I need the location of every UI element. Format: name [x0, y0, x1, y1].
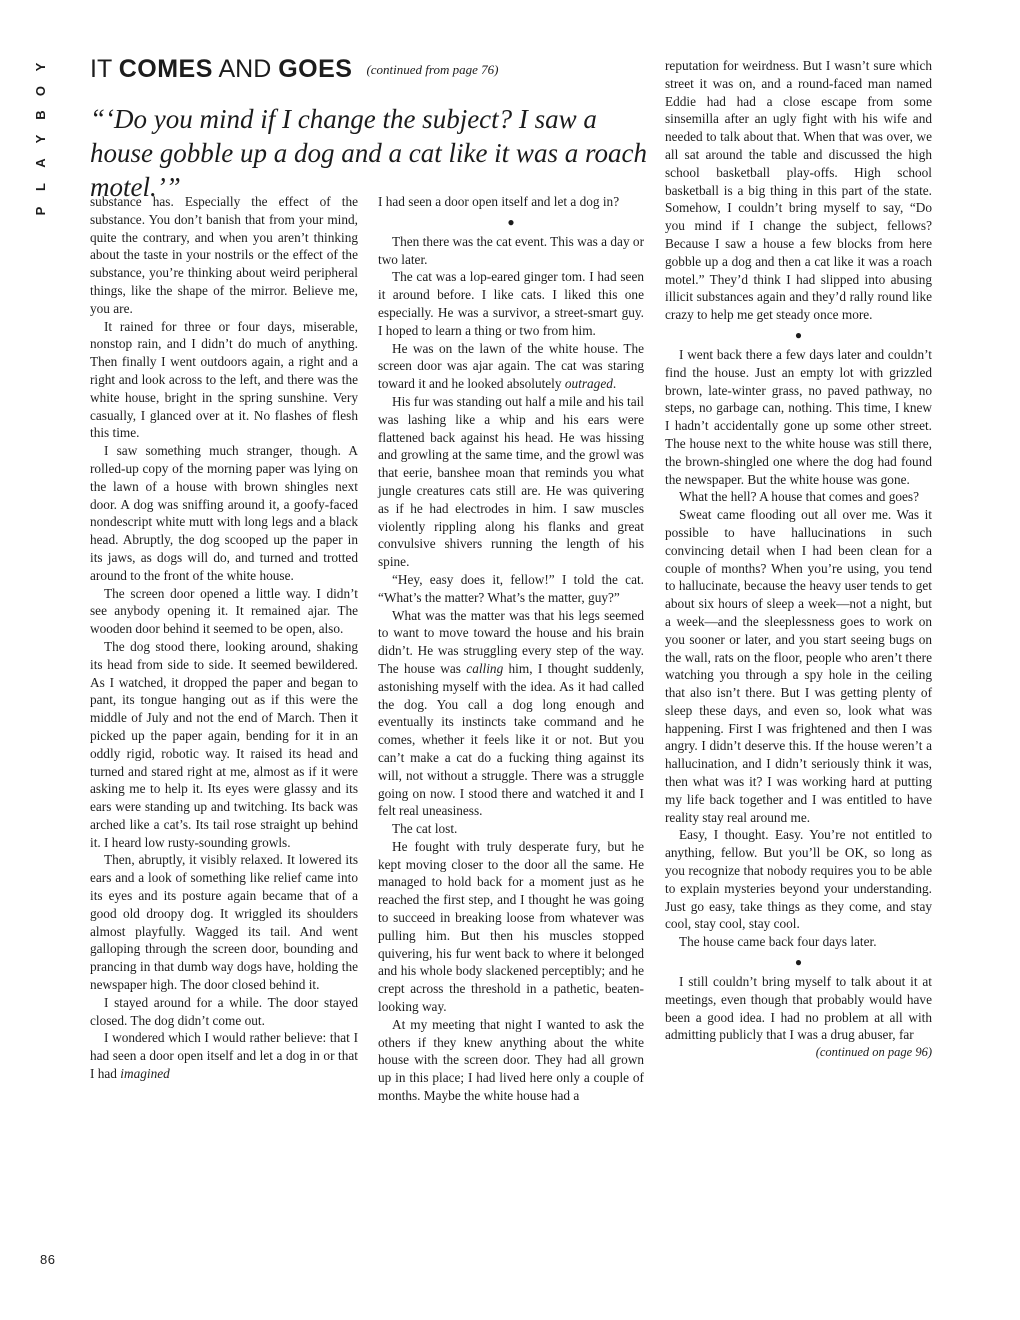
side-letter: Y — [33, 62, 48, 72]
pull-quote: “‘Do you mind if I change the subject? I saw a house gobble up a dog and a cat like it was a roach motel.’” — [90, 104, 647, 202]
paragraph: The house came back four days later. — [679, 934, 877, 950]
paragraph: It rained for three or four days, miserable, nonstop rain, and I didn’t do much of anything. Then finally I went outdoors again, a right and a right and look across to the left, and there was the white house, bright in the spring sunshine. Very casually, I glanced over at it. No flashes of flesh this time. — [90, 318, 358, 441]
section-bullet: ● — [507, 214, 515, 229]
paragraph: Easy, I thought. Easy. You’re not entitled to anything, fellow. But you’ll be OK, so long as you recognize that nobody requires you to be able to explain mysteries beyond your understanding. Just go easy, take things as they come, and stay cool, stay cool, stay cool. — [665, 827, 932, 932]
paragraph: The cat was a lop-eared ginger tom. I had seen it around before. I like cats. I liked this one especially. He was a survivor, a street-smart guy. I hoped to learn a thing or two from him. — [378, 269, 644, 338]
paragraph — [378, 607, 644, 821]
paragraph: The cat lost. — [392, 821, 458, 837]
paragraph-text: him, I thought suddenly, astonishing myself with the idea. As it had called the dog. You call a dog long enough and eventually its instincts take command and he comes, whether it feels like it or not. But you can’t make a cat do a fucking thing against its will, not without a struggle. There was a struggle going on now. I stood there and watched it and I felt real uneasiness. — [378, 660, 644, 819]
title-part: COMES — [118, 55, 213, 83]
side-letter: O — [33, 85, 48, 97]
italic-word: imagined — [120, 1066, 170, 1082]
paragraph: I went back there a few days later and couldn’t find the house. Just an empty lot with grizzled brown, late-winter grass, no paved pathway, no steps, no garbage can, nothing. This time, I knew I hadn’t accidentally gone up some other street. The house next to the white house was still there, the brown-shingled one where the dog had found the newspaper. But the white house was gone. — [665, 346, 932, 487]
side-letter: L — [33, 183, 48, 191]
paragraph: Then there was the cat event. This was a day or two later. — [378, 233, 644, 267]
paragraph: The screen door opened a little way. I didn’t see anybody opening it. It remained ajar. The wooden door behind it seemed to be open, also. — [90, 585, 358, 637]
side-letter: B — [33, 110, 48, 120]
italic-word: calling — [466, 660, 504, 676]
side-letter: A — [33, 158, 48, 168]
page-number: 86 — [40, 1252, 56, 1267]
paragraph: Then, abruptly, it visibly relaxed. It lowered its ears and a look of something like relief came into its eyes and its posture again became that of a good old droopy dog. It wriggled its shoulders almost playfully. Wagged its tail. And went galloping through the screen door, bounding and prancing in that dumb way dogs have, holding the newspaper high. The door closed behind it. — [90, 852, 358, 993]
text-column-2 — [378, 193, 644, 1105]
section-bullet: ● — [794, 327, 803, 342]
paragraph-text: . — [612, 376, 617, 392]
paragraph: At my meeting that night I wanted to ask the others if they knew anything about the white house with the screen door. They had all grown up in this place; I had lived here only a couple of months. Maybe the white house had a — [378, 1016, 644, 1104]
italic-word: outraged — [564, 376, 613, 392]
paragraph — [378, 340, 644, 393]
paragraph-text: He was on the lawn of the white house. The screen door was ajar again. The cat was staring toward it and he looked absolutely — [378, 340, 644, 392]
section-bullet: ● — [794, 955, 803, 970]
paragraph: I still couldn’t bring myself to talk about it at meetings, even though that probably would have been a good idea. I had no problem at all with admitting publicly that I was a drug abuser, far — [665, 974, 932, 1043]
paragraph: The dog stood there, looking around, shaking its head from side to side. It seemed bewildered. As I watched, it dropped the paper and began to pant, its tongue hanging out as if this were the middle of July and not the end of March. Then it picked up the paper again, bending for it in an oddly rigid, robotic way. It raised its head and turned and stared right at me, almost as if it were asking me to help it. Its eyes were glassy and its ears were standing up and twitching. Its back was arched like a cat’s. Its tail rose straight up behind it. I heard low rusty-sounding growls. — [90, 638, 358, 850]
continued-on: (continued on page 96) — [815, 1045, 932, 1060]
paragraph-text: What was the matter was that his legs seemed to want to move toward the house and his brain didn’t. He was struggling every step of the way. The house was — [378, 607, 644, 676]
paragraph-text: I wondered which I would rather believe: that I had seen a door open itself and let a dog in or that I had — [90, 1030, 358, 1082]
magazine-name-vertical — [30, 55, 52, 310]
continued-from: (continued from page 76) — [366, 62, 499, 77]
article-title — [90, 52, 498, 87]
paragraph: Sweat came flooding out all over me. Was it possible to have hallucinations in such convincing detail when I had been clean for a couple of months? When you’re using, you tend to hallucinate, because the heavy user tends to get about six hours of sleep a week—not a night, but a week—and the sleeplessness goes to work on you sooner or later, and you start seeing bugs on the wall, rats on the floor, people who aren’t there watching you through a spy hole in the ceiling that also isn’t there. But I was getting plenty of sleep these days, and even so, look what was happening. First I was frightened and then I was angry. I didn’t deserve this. If the house weren’t a hallucination, and I didn’t seriously think it was, then what was it? I was working hard at putting my life back together and I was entitled to have reality stay real around me. — [665, 507, 932, 825]
paragraph: He fought with truly desperate fury, but he kept moving closer to the door all the same. He managed to hold back for a moment just as he reached the first step, and I thought he was going to succeed in breaking loose from whatever was pulling him. But then his muscles stopped quivering, his fur went back to where it belonged and his whole body slackened perceptibly; and he crept across the threshold in a pathetic, beaten-looking way. — [378, 838, 644, 1015]
paragraph: His fur was standing out half a mile and his tail was lashing like a whip and his ears were flattened back against his head. He was hissing and growling at the same time, and the growl was that eerie, banshee moan that reminds you what jungle creatures cats still are. He was quivering as if he had electrodes in him. I saw muscles violently rippling along his flanks and great convulsive shivers running the length of his spine. — [378, 393, 644, 570]
text-column-3 — [665, 57, 932, 1061]
paragraph: substance has. Especially the effect of the substance. You don’t banish that from your mind, quite the contrary, and when you aren’t thinking about the taste in your nostrils or the effect of the substance, you’re thinking about weird peripheral things, like the shape of the mirror. Believe me, you are. — [90, 194, 358, 316]
side-letter: P — [33, 206, 48, 216]
paragraph: What the hell? A house that comes and goes? — [679, 489, 920, 505]
title-part: AND — [212, 55, 279, 83]
title-part: IT — [90, 55, 119, 83]
text-column-1 — [90, 193, 358, 1083]
paragraph: “Hey, easy does it, fellow!” I told the cat. “What’s the matter? What’s the matter, guy?” — [378, 571, 644, 605]
title-part: GOES — [278, 55, 353, 83]
paragraph: I stayed around for a while. The door stayed closed. The dog didn’t come out. — [90, 994, 358, 1028]
paragraph: reputation for weirdness. But I wasn’t sure which street it was on, and a round-faced man named Eddie had had a close escape from some sinsemilla after an ugly fight with his wife and needed to talk about that. When that was over, we all sat around the table and discussed the high school basketball play-offs. High school basketball is a big thing in this part of the state. Somehow, I couldn’t bring myself to say, “Do you mind if I change the subject, fellows? Because I saw a house a few blocks from here gobble up a dog and then a cat like it was a roach motel.” They’d think I had slipped into abusing illicit substances again and they’d rally round like crazy to help me get steady once more. — [665, 58, 932, 323]
paragraph: I saw something much stranger, though. A rolled-up copy of the morning paper was lying on the lawn of a house with brown shingles next door. A dog was sniffing around it, a goofy-faced nondescript white mutt with long legs and a black head. Abruptly, the dog scooped up the paper in its jaws, as dogs will do, and turned and trotted around to the front of the white house. — [90, 443, 358, 583]
paragraph — [90, 1029, 358, 1082]
side-letter: Y — [33, 134, 48, 144]
paragraph: I had seen a door open itself and let a dog in? — [378, 194, 620, 209]
